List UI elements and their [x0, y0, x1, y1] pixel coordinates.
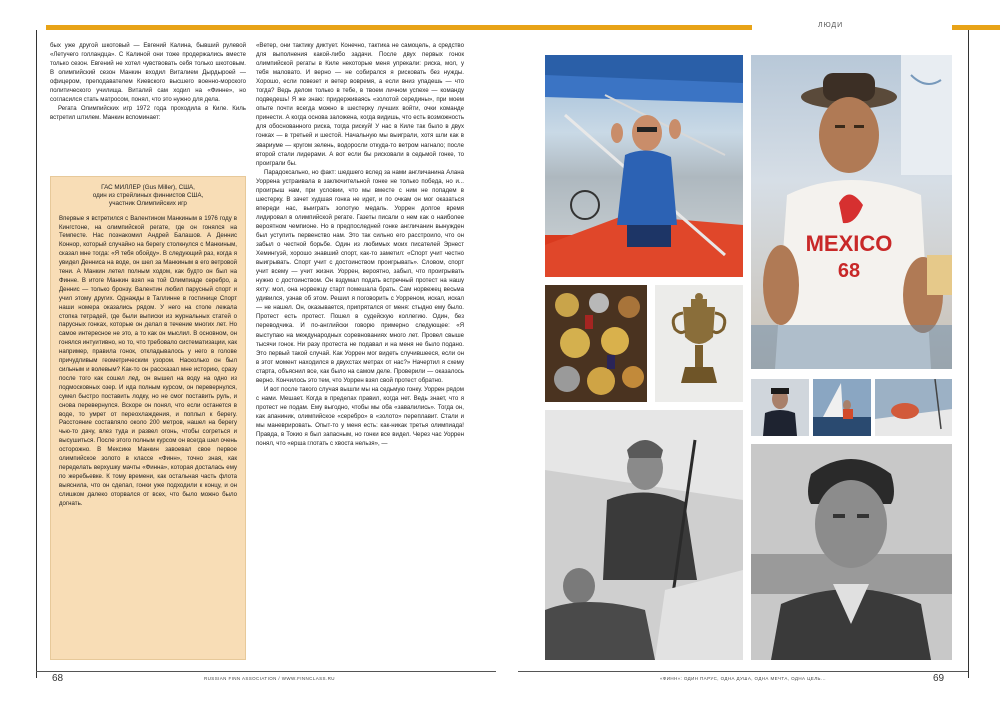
photo-trophy-cup: [655, 285, 743, 402]
officer-drawing: [751, 379, 809, 436]
paragraph: Регата Олимпийских игр 1972 года проходила в Киле. Киль встретил штилем. Манкин вспоминает:: [50, 105, 246, 122]
article-column-1: [50, 41, 246, 155]
top-accent-bar-right: [952, 25, 1000, 30]
footer-slogan: «ФИНН»: ОДИН ПАРУС, ОДНА ДУША, ОДНА МЕЧТА, ОДНА ЦЕЛЬ...: [660, 676, 826, 681]
page-number-right: 69: [933, 673, 945, 684]
photo-medals: [545, 285, 647, 402]
left-frame-line: [36, 30, 37, 678]
sidebar-author-role: один из стрейлиных финнистов США,: [92, 192, 204, 200]
trophy-drawing: [655, 285, 743, 402]
paragraph: Парадоксально, но факт: шедшего вслед за нами англичанина Алана Уоррена устраивала в заключительной гонке не только победа, но и... проигрыш нам, при условии, что мы вместе с ним не попадем в шестерку. В зачет худшая гонка не идет, и по очкам он мог оказаться впереди нас, выиграть золотую медаль. Уоррен долгое время лидировал в олимпийской регате. Газеты писали о нем как о наиболее вероятном чемпионе. Но в предпоследней гонке англичанин вынужден был уступить первенство нам. Это так сильно его расстроило, что он забыл о честной борьбе. Один из любимых моих писателей Эрнест Хемингуэй, хорошо знавший спорт, как-то заметил: «Спорт учит честно выигрывать. Спорт учит с достоинством проигрывать». Словом, спорт учит всему — учит жизни. Уоррен, вероятно, забыл, что проигрывать нужно с достоинством. Он вздумал подать встречный протест на нашу яхту: мол, она норвежцу старт помешала брать. Сам норвежец весьма удивился, узнав об этом. Решил я поговорить с Уорреном, искал, искал — не нашел. Он, оказывается, припрятался от меня: стыдно ему было. Протест есть протест. Пошел в судейскую коллегию. Один, без переводчика. И по-английски говорю примерно следующее: «Я выступаю на международных соревнованиях много лет. Провел свыше тысячи гонок. Ни разу протеста не подавал и на меня не было подано. Это первый такой случай. Как Уоррен мог видеть случившееся, если он в этот момент находился в двухстах метрах от нас?» Начертил я схему старта, объяснил все, как было на самом деле. Проверили — оказалось верно. Кончилось это тем, что Уоррен взял свой протест обратно.: [256, 168, 464, 384]
photo-sailing-action: [875, 379, 952, 436]
quote-sidebar: [50, 176, 246, 660]
sidebar-author-name: ГАС МИЛЛЕР (Gus Miller), США,: [101, 184, 195, 191]
photo-officer-portrait: [751, 379, 809, 436]
photo-mexico-drawing: [751, 55, 952, 369]
sidebar-author-role: участник Олимпийских игр: [109, 200, 187, 208]
sidebar-body: Впервые я встретился с Валентином Манкиным в 1976 году в Кингстоне, на олимпийской регате, где он гонялся на Темпесте. Нас познакомил Андрей Балашов. А Деннис Коннор, который случайно на берегу столкнулся с Манкиным, сказал мне тогда: «Я тебя обойду». В следующий раз, когда я увидел Денниса на воде, он шел за Манкиным в его ветровой тени. А Манкин летел полным ходом, как будто он был на Финне. В итоге Манкин взял на той Олимпиаде серебро, а Деннис — только бронзу. Валентин любил парусный спорт и учил этому других. Однажды в Таллинне в гостинице Спорт наши номера оказались рядом. У него на столе лежала стопка тетрадей, где были выписки из журнальных статей о парусных гонках, которые он делал в течение многих лет. Но самое интересное не это, а то как он мыслил. В основном, он гонялся интуитивно, но то, что требовало систематизации, как например, правила гонок, откладывалось у него в голове причудливым геометрическим узором. Насколько он был сильным и волевым? Как-то он рассказал мне историю, сразу после того как сошел лед, он вышел на воду на одно из подмосковных озер. И ида полным курсом, он перевернулся, сумел быстро поставить лодку, но не смог поставить руль, и снова перевернулся. Вскоре он понял, что если останется в воде, то умрет от переохлаждения, и поплыл к берегу. Расстояние составляло около 200 метров, нашел на берегу чью-то дачу, влез туда и развел огонь, чтобы согреться и высушиться. После этого полным курсом он всегда шел очень осторожно. В Мексике Манкин завоевал свое первое олимпийское золото в классе «Финн», точно зная, как переделать верхушку мачты «Финна», которая досталась ему по жеребьевке. К тому времени, как остальная часть флота выяснила, что он сделал, гонки уже подходили к концу, и он слишком далеко оторвался от всех, что было можно было догнать.: [59, 214, 237, 507]
photo-sailor-on-boat: [813, 379, 871, 436]
sailor-drawing: [813, 379, 871, 436]
right-frame-line: [968, 30, 969, 678]
medals-drawing: [545, 285, 647, 402]
paragraph: «Ветер, они тактику диктует. Конечно, тактика не самоцель, а средство для выполнения какой-либо задачи. После двух первых гонок олимпийской регаты в Киле некоторые меня упрекали: риска, мол, у тебя маловато. И верно — не собирался я рисковать без нужды. Хорошо, если повезет и ветер вовремя, а если вниз упадешь — что тогда? Ведь делом только в тебе, в твоем личном успехе — команду подведешь! Я же знаю: придерживаясь «золотой середины», при моем опыте почти всегда можно в шестерку лучших войти, очки команде принести. А когда основа заложена, когда видишь, что есть возможность для обоснованного риска, тогда рискуй! У нас в Киле так было в двух гонках — в третьей и шестой. Начальную мы выиграли, хотя шли как в эвариуме — кругом зелень, водоросли откуда-то ветром нагнало; после второй стали лидерами. А вот если бы рисковали в седьмой гонке, то проиграли бы.: [256, 42, 464, 167]
photo-bw-portrait: [751, 444, 952, 660]
photo-boat-drawing: [545, 55, 743, 277]
paragraph: И вот после такого случая вышли мы на седьмую гонку. Уоррен рядом с нами. Мешает. Когда в пределах правил, когда нет. Ведь знает, что я протест не подам. Ему выгодно, чтобы мы оба «завалились». Тогда он, как апаниник, олимпийское «серебро» в «золото» переплавит. Стали и мы маневрировать. Опыт-то у меня есть: как-никак третья олимпиада! Правда, в Токио я был запасным, но гонки все видел. Через час Уоррен понял, что «ерша глотать с хвоста нельзя», —: [256, 385, 464, 448]
section-label: ЛЮДИ: [814, 22, 847, 29]
page-number-left: 68: [52, 673, 64, 684]
footer-publisher: RUSSIAN FINN ASSOCIATION / WWW.FINNCLASS.RU: [204, 676, 335, 681]
photo-mexico-68-portrait: [751, 55, 952, 369]
article-column-2: [256, 41, 464, 671]
bottom-rule-right: [518, 671, 968, 672]
bw-portrait-drawing: [751, 444, 952, 660]
bw-sailors-drawing: [545, 410, 743, 660]
photo-boat-waving: [545, 55, 743, 277]
shirt-text-mexico: MEXICO: [805, 231, 893, 256]
bottom-rule-left: [36, 671, 496, 672]
photo-bw-two-sailors: [545, 410, 743, 660]
sidebar-heading: [59, 184, 237, 209]
shirt-text-68: 68: [837, 260, 861, 282]
top-accent-bar-left: [46, 25, 752, 30]
paragraph: бых уже другой шкотовый — Евгений Калина, бывший рулевой «Летучего голландца». С Калиной они тоже продержались вместе только сезон. Евгений не хотел чувствовать себя только шкотовым. В олимпийский сезон Манкин входил Виталием Дырдыроей — офицером, преподавателем Киевского высшего военно-морского политического училища. Виталий сам ходил на «Финне», но согласился стать матросом, понял, что это нужно для дела.: [50, 42, 246, 104]
sailing-drawing: [875, 379, 952, 436]
